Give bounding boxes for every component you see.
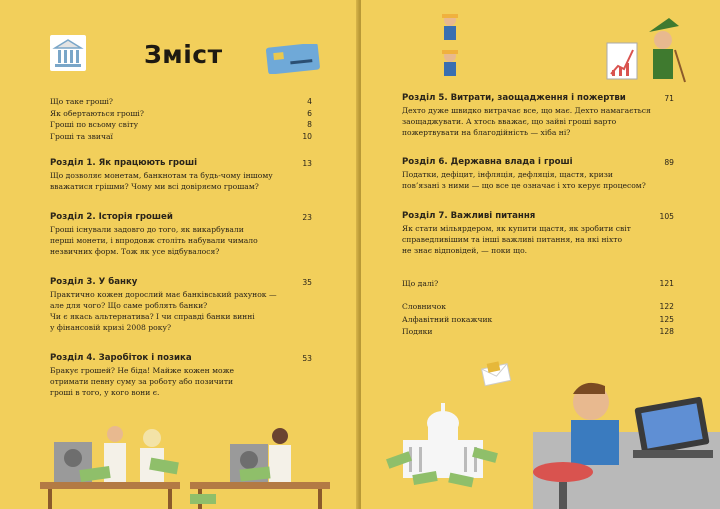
chapter-page: 71 <box>664 94 674 103</box>
toc-item-label: Що таке гроші? <box>50 97 114 106</box>
mint-workers-icon <box>40 412 330 509</box>
bank-card-icon <box>266 44 322 74</box>
toc-item-page: 121 <box>659 279 674 288</box>
toc-extra-item[interactable] <box>402 278 674 290</box>
toc-intro-item[interactable] <box>50 96 312 108</box>
robin-hood-icon <box>639 18 689 88</box>
toc-item-page: 125 <box>659 314 674 324</box>
worker-figures-icon <box>436 12 466 80</box>
toc-chapter[interactable] <box>50 353 312 398</box>
chapter-description: Практично кожен дорослий має банківський рахунок — але для чого? Що саме роблять банки? Чи є якась альтернатива? І чи справді банки винні у фінансовій кризі 2008 року? <box>50 289 277 333</box>
capitol-building-icon <box>383 395 503 490</box>
chapter-page: 53 <box>302 354 312 363</box>
right-page <box>361 0 720 509</box>
toc-intro <box>50 96 312 142</box>
chapter-title: Розділ 6. Державна влада і гроші <box>402 157 573 167</box>
toc-intro-item[interactable] <box>50 119 312 131</box>
toc-item-label: Як обертаються гроші? <box>50 108 144 118</box>
toc-item-label: Алфавітний покажчик <box>402 314 493 324</box>
toc-item-page: 10 <box>302 131 312 141</box>
page-title: Зміст <box>144 40 223 69</box>
chapter-page: 35 <box>302 278 312 287</box>
toc-item-label: Подяки <box>402 327 433 337</box>
toc-item-page: 6 <box>307 108 312 118</box>
chapter-page: 23 <box>302 213 312 222</box>
toc-chapter[interactable] <box>50 212 312 257</box>
chapter-title: Розділ 5. Витрати, заощадження і пожертви <box>402 93 626 103</box>
chapter-description: Дехто дуже швидко витрачає все, що має. Дехто намагається заощаджувати. А хтось вважає, що зайві гроші варто пожертвувати на благодійність — хіба ні? <box>402 105 651 137</box>
toc-extra-item[interactable] <box>402 301 674 314</box>
chapter-description: Бракує грошей? Не біда! Майже кожен може отримати певну суму за роботу або позичити гроші в того, у кого вони є. <box>50 365 235 397</box>
toc-chapter[interactable] <box>402 157 674 191</box>
chapter-description: Що дозволяє монетам, банкнотам та будь-чому іншому вважатися грішми? Чому ми всі довіряємо грошам? <box>50 170 273 191</box>
chapter-page: 13 <box>302 159 312 168</box>
toc-item-label: Словничок <box>402 302 446 311</box>
toc-item-label: Гроші та звичаї <box>50 131 113 141</box>
toc-chapter[interactable] <box>402 93 674 138</box>
toc-item-label: Гроші по всьому світу <box>50 120 139 130</box>
chapter-page: 105 <box>659 212 674 221</box>
toc-item-page: 8 <box>307 120 312 130</box>
chapter-description: Як стати мільярдером, як купити щастя, як зробити світ справедливішим та інші важливі питання, на які ніхто не знає відповідей, — поки що. <box>402 223 631 255</box>
toc-extra <box>402 278 674 290</box>
toc-intro-item[interactable] <box>50 108 312 120</box>
toc-intro-item[interactable] <box>50 131 312 143</box>
chapter-title: Розділ 4. Заробіток і позика <box>50 353 192 363</box>
toc-chapter[interactable] <box>50 277 312 333</box>
chapter-description: Податки, дефіцит, інфляція, дефляція, щастя, кризи пов’язані з ними — що все це означає і хто керує процесом? <box>402 169 646 190</box>
envelope-icon <box>481 360 513 388</box>
toc-extra <box>402 301 674 339</box>
toc-item-page: 122 <box>659 302 674 311</box>
chapter-title: Розділ 1. Як працюють гроші <box>50 158 198 168</box>
toc-extra-item[interactable] <box>402 326 674 339</box>
growth-chart-icon <box>606 42 638 80</box>
chapter-page: 89 <box>664 158 674 167</box>
toc-item-label: Що далі? <box>402 279 439 288</box>
toc-item-page: 128 <box>659 327 674 337</box>
chapter-title: Розділ 3. У банку <box>50 277 138 287</box>
toc-extra-item[interactable] <box>402 314 674 327</box>
bank-building-icon <box>48 33 88 73</box>
laptop-person-icon <box>523 372 720 509</box>
toc-chapter[interactable] <box>402 211 674 256</box>
left-page <box>0 0 359 509</box>
chapter-title: Розділ 2. Історія грошей <box>50 212 173 222</box>
chapter-title: Розділ 7. Важливі питання <box>402 211 536 221</box>
chapter-description: Гроші існували задовго до того, як викарбували перші монети, і впродовж століть набували чимало незвичних форм. Тож як усе відбувалося? <box>50 224 258 256</box>
toc-item-page: 4 <box>307 97 312 106</box>
toc-chapter[interactable] <box>50 158 312 192</box>
